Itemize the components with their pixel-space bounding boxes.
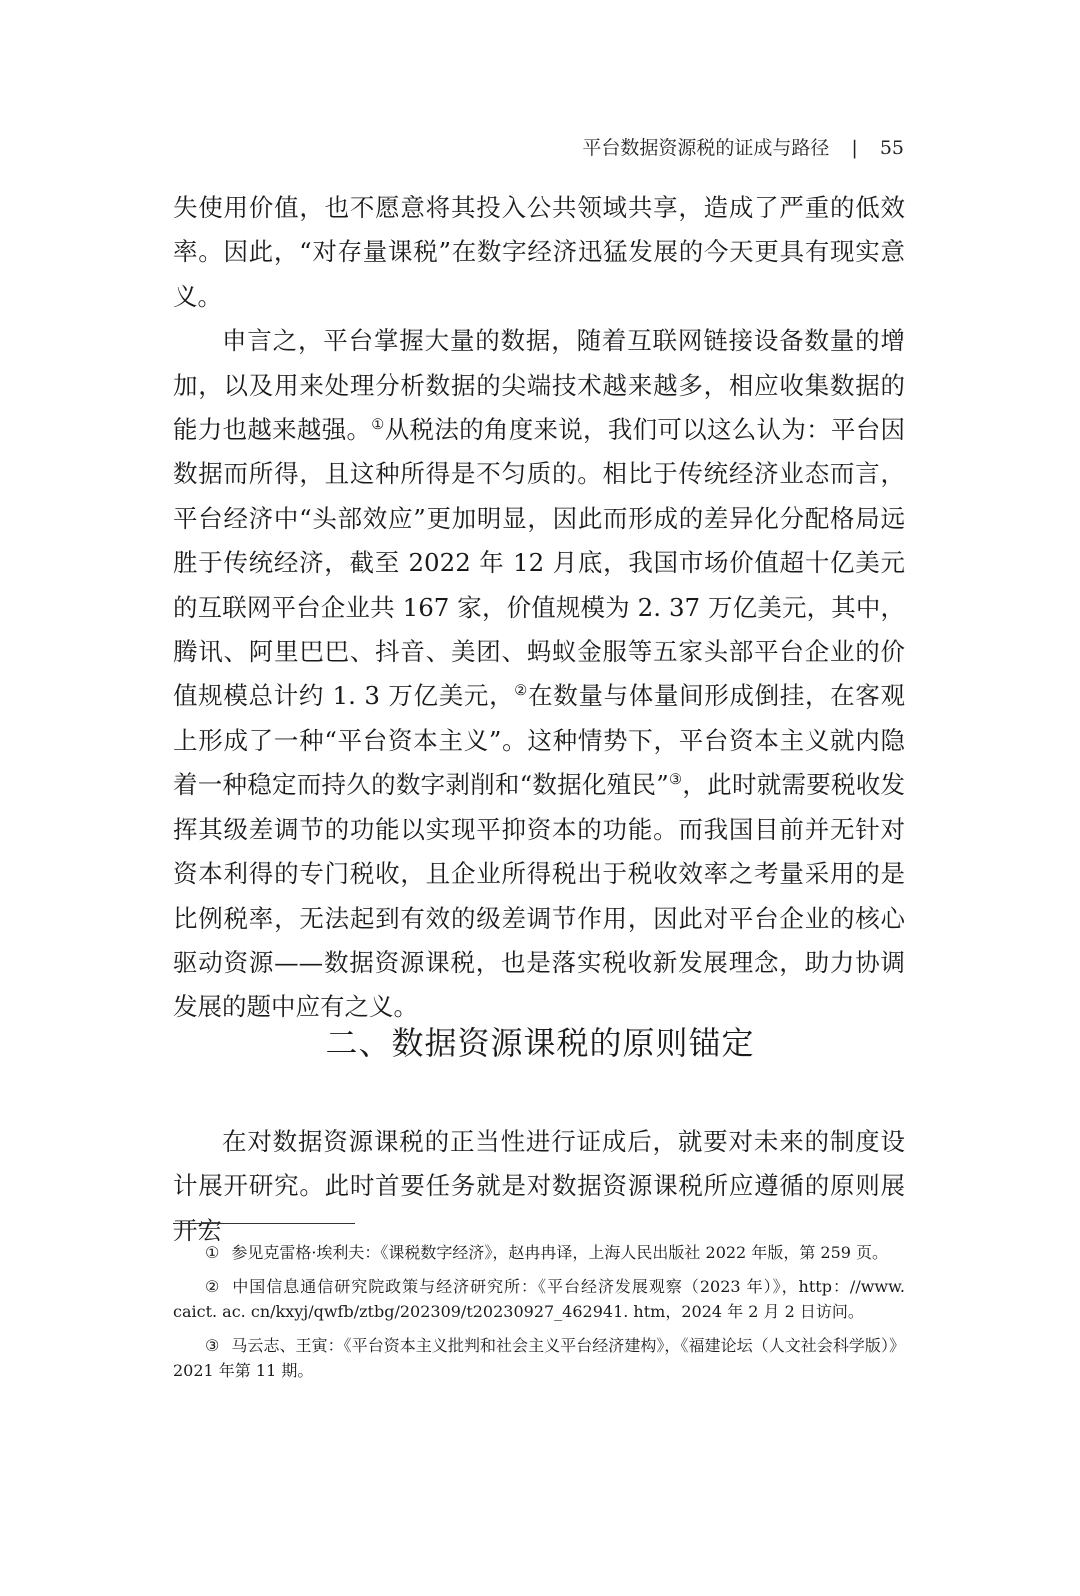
footnote-text: 马云志、王寅：《平台资本主义批判和社会主义平台经济建构》，《福建论坛（人文社会科学版）》2021 年第 11 期。	[173, 1335, 905, 1380]
paragraph-segment: 申言之，平台掌握大量的数据，随着互联网链接设备数量的增加，以及用来处理分析数据的尖端技术越来越多，相应收集数据的能力也越来越强。	[173, 326, 905, 445]
footnotes	[173, 1240, 905, 1392]
footnote-text: 中国信息通信研究院政策与经济研究所：《平台经济发展观察（2023 年）》，http：//www. caict. ac. cn/kxyj/qwfb/ztbg/202309/t20230927_462941. htm，2024 年 2 月 2 日访问。	[173, 1276, 905, 1321]
footnote-number: ③	[205, 1335, 220, 1355]
paragraph: 在对数据资源课税的正当性进行证成后，就要对未来的制度设计展开研究。此时首要任务就是对数据资源课税所应遵循的原则展开宏	[173, 1127, 905, 1245]
footnote-number: ①	[205, 1243, 220, 1262]
footnote-ref-3[interactable]: ③	[668, 771, 683, 789]
paragraph-segment: ，此时就需要税收发挥其级差调节的功能以实现平抑资本的功能。而我国目前并无针对资本利得的专门税收，且企业所得税出于税收效率之考量采用的是比例税率，无法起到有效的级差调节作用，因此对平台企业的核心驱动资源——数据资源课税，也是落实税收新发展理念，助力协调发展的题中应有之义。	[173, 770, 905, 1022]
page-number: 55	[879, 137, 904, 159]
section-heading: 二、数据资源课税的原则锚定	[325, 1024, 755, 1062]
paragraph-continued: 失使用价值，也不愿意将其投入公共领域共享，造成了严重的低效率。因此，“对存量课税”在数字经济迅猛发展的今天更具有现实意义。	[173, 193, 905, 311]
footnote-3	[173, 1333, 905, 1384]
paragraph-segment: 从税法的角度来说，我们可以这么认为：平台因数据而所得，且这种所得是不匀质的。相比于传统经济业态而言，平台经济中“头部效应”更加明显，因此而形成的差异化分配格局远胜于传统经济，截至 2022 年 12 月底，我国市场价值超十亿美元的互联网平台企业共 167 家，价值规模为 2. 37 万亿美元，其中，腾讯、阿里巴巴、抖音、美团、蚂蚁金服等五家头部平台企业的价值规模总计约 1. 3 万亿美元，	[173, 415, 906, 711]
paragraph-segment: 在数量与体量间形成倒挂，在客观上形成了一种“平台资本主义”。这种情势下，平台资本主义就内隐着一种稳定而持久的数字剥削和“数据化殖民”	[173, 681, 906, 800]
footnote-text: 参见克雷格·埃利夫：《课税数字经济》，赵冉冉译，上海人民出版社 2022 年版，第 259 页。	[231, 1243, 889, 1262]
footnote-ref-1[interactable]: ①	[371, 415, 385, 433]
main-text	[173, 186, 905, 1030]
paragraph	[173, 319, 905, 1030]
footnote-2	[173, 1274, 905, 1325]
footnote-ref-2[interactable]: ②	[514, 682, 529, 700]
main-text-continued	[173, 1120, 905, 1253]
header-separator: |	[851, 137, 858, 159]
footnote-number: ②	[205, 1276, 221, 1296]
footnote-1	[173, 1240, 905, 1266]
running-header	[582, 136, 904, 160]
footnote-divider	[173, 1223, 355, 1224]
running-title: 平台数据资源税的证成与路径	[582, 137, 830, 159]
